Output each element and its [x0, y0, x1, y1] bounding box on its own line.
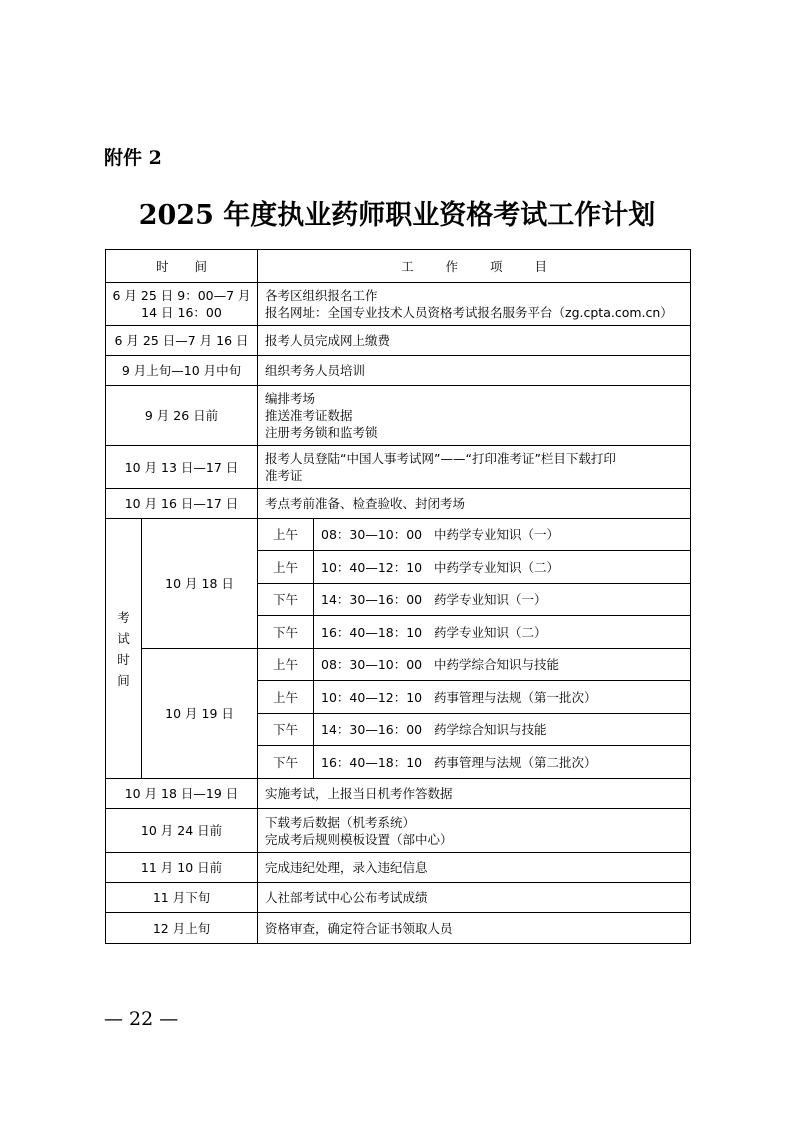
session-period: 上午: [258, 519, 314, 551]
session-detail: [314, 519, 691, 551]
table-row: [106, 446, 691, 489]
header-time: 时 间: [106, 250, 258, 283]
session-subject: 中药学综合知识与技能: [434, 657, 560, 672]
session-period: 上午: [258, 649, 314, 681]
header-work: 工 作 项 目: [258, 250, 691, 283]
session-subject: 中药学专业知识（一）: [434, 527, 560, 542]
work-line: 推送准考证数据: [265, 408, 353, 423]
session-detail: [314, 746, 691, 779]
session-subject: 药学综合知识与技能: [434, 722, 547, 737]
session-period: 下午: [258, 746, 314, 779]
session-period: 下午: [258, 714, 314, 746]
time-cell: 10 月 24 日前: [106, 809, 258, 853]
work-line: 各考区组织报名工作: [265, 288, 378, 303]
session-detail: [314, 551, 691, 584]
session-time: 14：30—16：00: [321, 722, 423, 737]
work-plan-table: [105, 249, 691, 944]
session-period: 上午: [258, 551, 314, 584]
session-period: 下午: [258, 616, 314, 649]
time-line: 14 日 16：00: [141, 305, 222, 320]
time-cell: 9 月上旬—10 月中旬: [106, 356, 258, 386]
table-header-row: [106, 250, 691, 283]
page-number: — 22 —: [104, 1008, 179, 1030]
session-subject: 药学专业知识（一）: [434, 592, 547, 607]
exam-session-row: [106, 649, 691, 681]
time-cell: 6 月 25 日—7 月 16 日: [106, 326, 258, 356]
work-cell: 资格审查，确定符合证书领取人员: [258, 913, 691, 944]
exam-time-label-cell: [106, 519, 142, 779]
time-cell: 11 月 10 日前: [106, 853, 258, 883]
work-line: 报考人员登陆“中国人事考试网”——“打印准考证”栏目下载打印: [265, 451, 616, 466]
work-line: 编排考场: [265, 391, 316, 406]
table-row: [106, 779, 691, 809]
time-cell: 10 月 16 日—17 日: [106, 489, 258, 519]
exam-time-label: 考试时间: [117, 609, 130, 688]
time-cell: 9 月 26 日前: [106, 386, 258, 446]
attachment-label: 附件 2: [104, 147, 162, 169]
work-cell: 人社部考试中心公布考试成绩: [258, 883, 691, 913]
session-time: 10：40—12：10: [321, 559, 423, 575]
time-cell: 12 月上旬: [106, 913, 258, 944]
table-row: [106, 283, 691, 326]
work-line: 注册考务锁和监考锁: [265, 425, 378, 440]
exam-date-cell: 10 月 18 日: [142, 519, 258, 649]
work-cell: 实施考试，上报当日机考作答数据: [258, 779, 691, 809]
work-line: 下载考后数据（机考系统）: [265, 814, 416, 830]
time-cell: 10 月 18 日—19 日: [106, 779, 258, 809]
work-cell: [258, 446, 691, 489]
exam-session-row: [106, 519, 691, 551]
session-subject: 药学专业知识（二）: [434, 624, 547, 640]
time-cell: 10 月 13 日—17 日: [106, 446, 258, 489]
table-row: [106, 913, 691, 944]
table-row: [106, 386, 691, 446]
work-line: 报名网址：全国专业技术人员资格考试报名服务平台（zg.cpta.com.cn）: [265, 305, 673, 320]
session-detail: [314, 616, 691, 649]
time-cell: 11 月下旬: [106, 883, 258, 913]
time-line: 6 月 25 日 9：00—7 月: [112, 288, 251, 303]
session-time: 16：40—18：10: [321, 754, 423, 770]
work-cell: [258, 386, 691, 446]
session-detail: [314, 584, 691, 616]
work-cell: 报考人员完成网上缴费: [258, 326, 691, 356]
session-time: 14：30—16：00: [321, 592, 423, 607]
work-cell: [258, 809, 691, 853]
work-line: 完成考后规则模板设置（部中心）: [265, 831, 453, 847]
session-subject: 药事管理与法规（第一批次）: [434, 689, 597, 705]
work-cell: 组织考务人员培训: [258, 356, 691, 386]
work-cell: 考点考前准备、检查验收、封闭考场: [258, 489, 691, 519]
session-time: 10：40—12：10: [321, 689, 423, 705]
time-cell: [106, 283, 258, 326]
session-time: 08：30—10：00: [321, 657, 423, 672]
table-row: [106, 809, 691, 853]
session-detail: [314, 649, 691, 681]
table-row: [106, 883, 691, 913]
table-row: [106, 326, 691, 356]
work-cell: [258, 283, 691, 326]
session-detail: [314, 714, 691, 746]
table-row: [106, 489, 691, 519]
session-time: 16：40—18：10: [321, 624, 423, 640]
exam-date-cell: 10 月 19 日: [142, 649, 258, 779]
table-row: [106, 356, 691, 386]
session-subject: 药事管理与法规（第二批次）: [434, 754, 597, 770]
session-time: 08：30—10：00: [321, 527, 423, 542]
work-line: 准考证: [265, 468, 303, 483]
document-title: 2025 年度执业药师职业资格考试工作计划: [138, 200, 656, 231]
session-subject: 中药学专业知识（二）: [434, 559, 560, 575]
session-period: 上午: [258, 681, 314, 714]
session-period: 下午: [258, 584, 314, 616]
work-cell: 完成违纪处理，录入违纪信息: [258, 853, 691, 883]
session-detail: [314, 681, 691, 714]
table-row: [106, 853, 691, 883]
